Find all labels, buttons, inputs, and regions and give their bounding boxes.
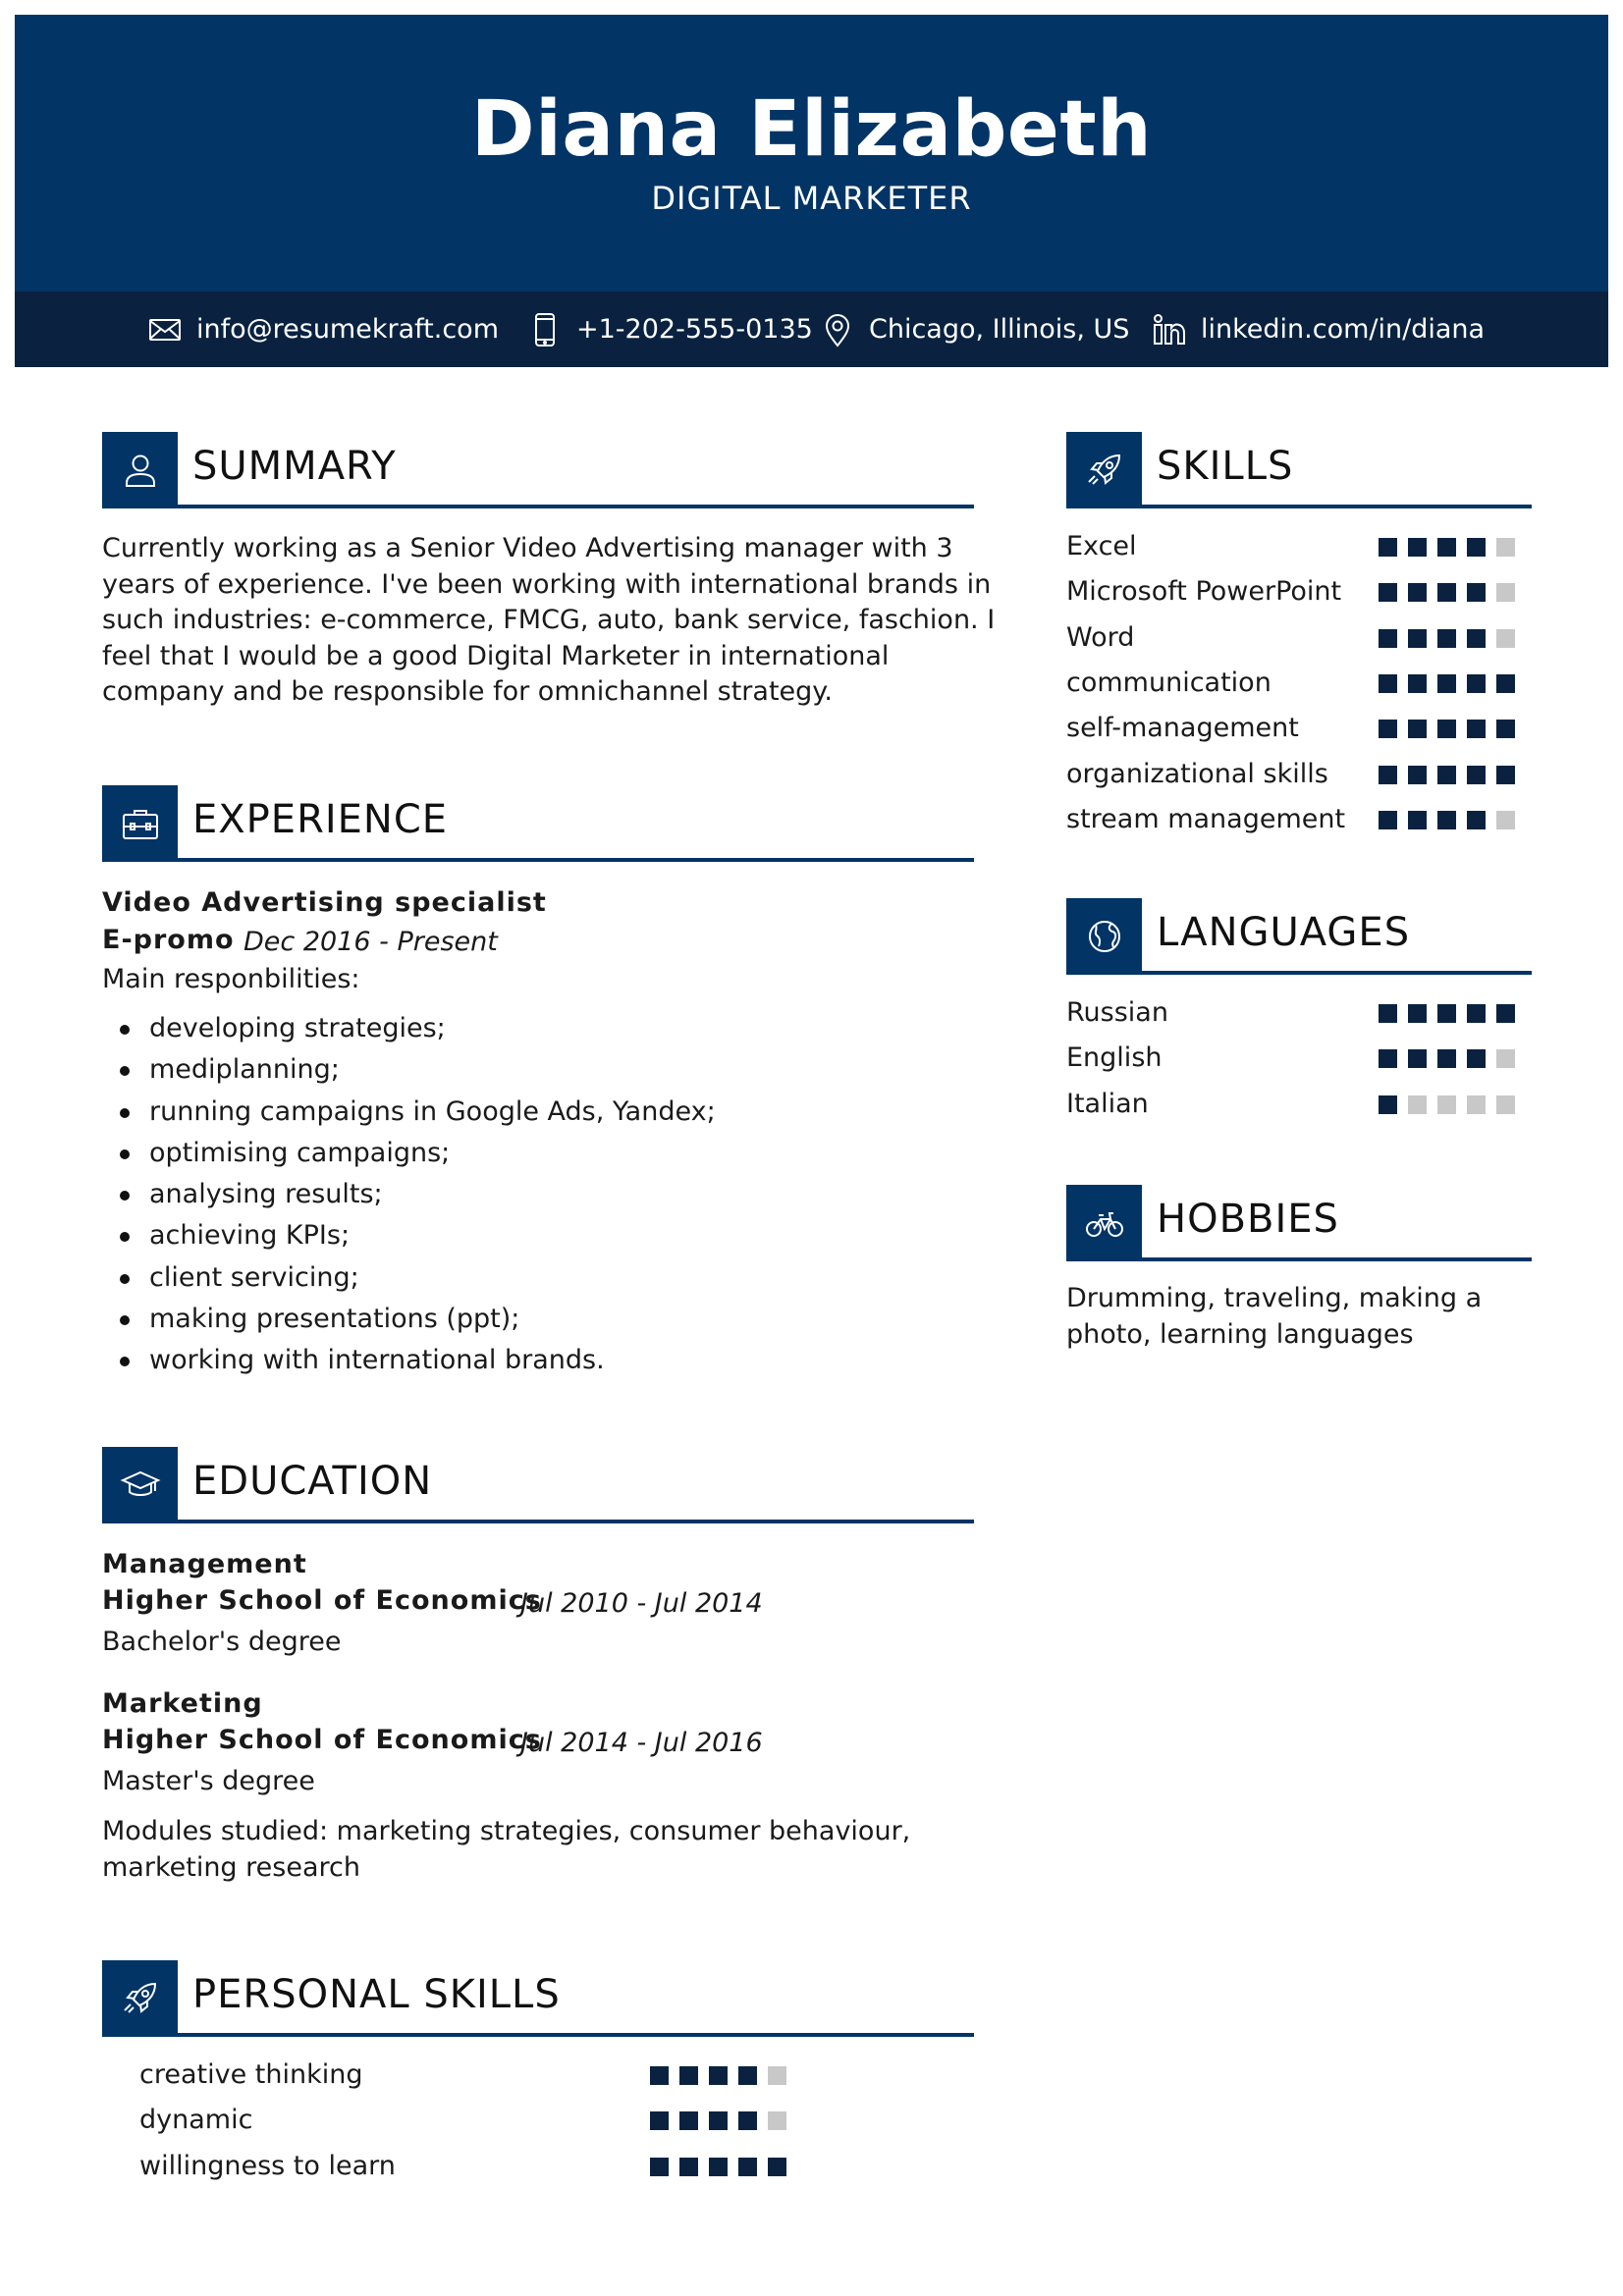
contact-email[interactable] (147, 292, 499, 367)
rating-dots (1379, 720, 1515, 738)
rating-dots (1379, 1049, 1515, 1068)
list-item: analysing results; (149, 1177, 716, 1218)
rating-dot-filled (1496, 720, 1515, 738)
rating-dot-filled (1467, 538, 1486, 557)
rating-row (1066, 529, 1532, 574)
contact-phone[interactable] (527, 292, 813, 367)
education-school: Higher School of Economics (102, 1725, 542, 1755)
education-degree: Bachelor's degree (102, 1627, 342, 1657)
education-school: Higher School of Economics (102, 1585, 542, 1616)
list-item: mediplanning; (149, 1052, 716, 1094)
education-dates: Jul 2014 - Jul 2016 (520, 1728, 763, 1758)
rating-dots (650, 2111, 786, 2130)
map-pin-icon (820, 312, 855, 347)
rating-dot-filled (1408, 720, 1427, 738)
rating-dot-empty (1496, 629, 1515, 648)
rating-dot-filled (1467, 811, 1486, 829)
rating-dot-filled (1408, 1004, 1427, 1023)
rating-dot-empty (1496, 811, 1515, 829)
rating-dot-filled (738, 2158, 757, 2176)
rating-dot-empty (1437, 1095, 1456, 1114)
languages-rule (1066, 971, 1532, 975)
education-heading: EDUCATION (192, 1459, 433, 1504)
rating-dot-filled (1408, 811, 1427, 829)
rating-row (1066, 711, 1532, 756)
rating-dot-filled (679, 2158, 698, 2176)
summary-line: feel that I would be a good Digital Marketer in international (102, 640, 890, 671)
rating-dot-filled (1379, 583, 1397, 602)
experience-heading: EXPERIENCE (192, 797, 449, 842)
list-item: client servicing; (149, 1260, 716, 1302)
personal-skills-rule (102, 2033, 974, 2037)
summary-icon-box (102, 432, 178, 507)
rating-dots (1379, 538, 1515, 557)
summary-line: company and be responsible for omnichannel strategy. (102, 676, 834, 707)
experience-intro: Main responbilities: (102, 964, 360, 994)
rating-dot-filled (1408, 629, 1427, 648)
rating-dot-filled (1379, 629, 1397, 648)
rating-dot-filled (1496, 674, 1515, 693)
skills-heading: SKILLS (1157, 444, 1294, 489)
rating-dot-filled (650, 2066, 669, 2085)
hobbies-line: photo, learning languages (1066, 1318, 1414, 1350)
list-item: achieving KPIs; (149, 1218, 716, 1259)
rocket-icon (1084, 450, 1125, 491)
globe-icon (1084, 916, 1125, 957)
education-section-header (102, 1447, 974, 1523)
candidate-name: Diana Elizabeth (470, 85, 1153, 174)
education-rule (102, 1520, 974, 1523)
rating-dot-filled (1467, 1004, 1486, 1023)
rating-dots (1379, 629, 1515, 648)
contact-email-text: info@resumekraft.com (196, 314, 499, 345)
rating-dot-filled (1437, 583, 1456, 602)
hobbies-heading: HOBBIES (1157, 1197, 1339, 1242)
summary-heading: SUMMARY (192, 444, 397, 489)
phone-icon (527, 312, 563, 347)
rating-dot-filled (768, 2158, 786, 2176)
rating-row (1066, 757, 1532, 802)
rating-dot-filled (1379, 720, 1397, 738)
rating-dots (1379, 583, 1515, 602)
rating-dot-filled (1437, 1004, 1456, 1023)
education-field: Marketing (102, 1688, 263, 1719)
rating-dot-filled (1408, 766, 1427, 784)
rating-row (1066, 1087, 1532, 1132)
rating-dot-filled (1437, 720, 1456, 738)
rating-dots (1379, 1095, 1515, 1114)
rating-dot-filled (1408, 674, 1427, 693)
rating-dots (1379, 766, 1515, 784)
rating-label: communication (1066, 667, 1271, 698)
rating-dots (1379, 811, 1515, 829)
rating-dot-filled (1467, 720, 1486, 738)
rating-label: dynamic (139, 2105, 253, 2136)
rating-dot-filled (1437, 1049, 1456, 1068)
rating-dot-filled (1496, 1004, 1515, 1023)
summary-section-header (102, 432, 974, 508)
rating-dot-filled (1467, 629, 1486, 648)
rating-dots (1379, 674, 1515, 693)
experience-rule (102, 858, 974, 862)
rating-dot-filled (1379, 674, 1397, 693)
rating-dot-filled (1437, 629, 1456, 648)
languages-heading: LANGUAGES (1157, 910, 1411, 955)
bicycle-icon (1084, 1202, 1125, 1244)
rating-dot-filled (650, 2111, 669, 2130)
rating-dot-filled (1408, 1049, 1427, 1068)
summary-line: such industries: e-commerce, FMCG, auto, bank service, faschion. I (102, 605, 996, 635)
rating-dot-empty (1408, 1095, 1427, 1114)
rating-dots (1379, 1004, 1515, 1023)
rating-dot-filled (679, 2066, 698, 2085)
rating-dot-filled (1437, 538, 1456, 557)
list-item: developing strategies; (149, 1011, 716, 1052)
list-item: making presentations (ppt); (149, 1302, 716, 1343)
list-item: working with international brands. (149, 1343, 716, 1384)
summary-line: years of experience. I've been working with international brands in (102, 568, 992, 600)
rating-dot-filled (1437, 674, 1456, 693)
briefcase-icon (120, 803, 161, 844)
experience-company: E-promo (102, 925, 235, 955)
candidate-title: DIGITAL MARKETER (651, 180, 972, 217)
hobbies-line: Drumming, traveling, making a (1066, 1283, 1483, 1313)
rating-dots (650, 2066, 786, 2085)
rating-row (139, 2103, 827, 2148)
rating-label: creative thinking (139, 2059, 363, 2090)
list-item: running campaigns in Google Ads, Yandex; (149, 1095, 716, 1136)
rating-row (1066, 620, 1532, 666)
rating-dot-empty (768, 2111, 786, 2130)
rating-row (1066, 666, 1532, 711)
education-field: Management (102, 1549, 307, 1579)
rating-dot-empty (768, 2066, 786, 2085)
rating-dot-empty (1496, 1095, 1515, 1114)
rating-label: Russian (1066, 997, 1168, 1028)
rating-row (1066, 1041, 1532, 1086)
rating-dot-filled (738, 2111, 757, 2130)
rocket-icon (120, 1978, 161, 2019)
rating-row (139, 2149, 827, 2194)
rating-dot-filled (709, 2066, 728, 2085)
hobbies-section-header (1066, 1185, 1532, 1261)
rating-label: Italian (1066, 1088, 1149, 1119)
personal-skills-icon-box (102, 1960, 178, 2036)
rating-label: Excel (1066, 531, 1137, 561)
rating-dots (650, 2158, 786, 2176)
rating-dot-filled (709, 2158, 728, 2176)
skills-rule (1066, 505, 1532, 508)
languages-icon-box (1066, 898, 1142, 974)
rating-row (1066, 995, 1532, 1041)
rating-label: organizational skills (1066, 758, 1328, 789)
rating-dot-filled (1467, 583, 1486, 602)
rating-dot-filled (1467, 766, 1486, 784)
rating-dot-filled (1379, 811, 1397, 829)
experience-role: Video Advertising specialist (102, 887, 547, 918)
rating-row (1066, 802, 1532, 847)
skills-icon-box (1066, 432, 1142, 507)
rating-dot-filled (679, 2111, 698, 2130)
rating-dot-filled (1437, 766, 1456, 784)
contact-bar (15, 292, 1608, 367)
summary-rule (102, 505, 974, 508)
rating-dot-filled (1408, 538, 1427, 557)
education-note-line: marketing research (102, 1851, 360, 1883)
resume-header (15, 15, 1608, 292)
rating-label: willingness to learn (139, 2150, 396, 2181)
contact-linkedin-text: linkedin.com/in/diana (1201, 314, 1486, 345)
summary-line: Currently working as a Senior Video Advertising manager with 3 (102, 533, 953, 563)
rating-label: self-management (1066, 713, 1299, 744)
education-dates: Jul 2010 - Jul 2014 (520, 1588, 763, 1619)
contact-location (820, 292, 1129, 367)
education-icon-box (102, 1447, 178, 1522)
list-item: optimising campaigns; (149, 1136, 716, 1177)
hobbies-text (1066, 1281, 1482, 1353)
rating-dot-empty (1467, 1095, 1486, 1114)
rating-dot-filled (1379, 1049, 1397, 1068)
education-note-line: Modules studied: marketing strategies, consumer behaviour, (102, 1816, 911, 1846)
graduation-cap-icon (120, 1465, 161, 1506)
rating-dot-filled (1408, 583, 1427, 602)
summary-text (102, 531, 995, 711)
rating-dot-filled (1379, 538, 1397, 557)
rating-dot-filled (1467, 674, 1486, 693)
rating-dot-filled (1379, 766, 1397, 784)
rating-label: Word (1066, 621, 1135, 653)
hobbies-rule (1066, 1257, 1532, 1261)
personal-skills-section-header (102, 1960, 974, 2037)
rating-row (139, 2057, 827, 2103)
contact-phone-text: +1-202-555-0135 (576, 314, 813, 345)
rating-dot-filled (1467, 1049, 1486, 1068)
rating-dot-filled (1496, 766, 1515, 784)
education-degree: Master's degree (102, 1766, 315, 1796)
hobbies-icon-box (1066, 1185, 1142, 1260)
contact-location-text: Chicago, Illinois, US (869, 314, 1130, 345)
rating-dot-empty (1496, 1049, 1515, 1068)
rating-dot-filled (1379, 1004, 1397, 1023)
rating-dot-filled (1379, 1095, 1397, 1114)
rating-label: English (1066, 1042, 1163, 1074)
rating-dot-filled (738, 2066, 757, 2085)
rating-dot-filled (650, 2158, 669, 2176)
rating-label: stream management (1066, 803, 1346, 834)
user-icon (120, 450, 161, 491)
rating-dot-filled (709, 2111, 728, 2130)
rating-dot-filled (1437, 811, 1456, 829)
linkedin-icon (1152, 312, 1187, 347)
contact-linkedin[interactable] (1152, 292, 1485, 367)
experience-dates: Dec 2016 - Present (243, 927, 498, 957)
envelope-icon (147, 312, 183, 347)
languages-section-header (1066, 898, 1532, 975)
responsibilities-list (149, 1011, 716, 1385)
rating-row (1066, 574, 1532, 619)
personal-skills-heading: PERSONAL SKILLS (192, 1972, 561, 2017)
rating-label: Microsoft PowerPoint (1066, 576, 1342, 608)
experience-icon-box (102, 785, 178, 861)
education-note (102, 1814, 910, 1886)
experience-section-header (102, 785, 974, 862)
rating-dot-empty (1496, 538, 1515, 557)
rating-dot-empty (1496, 583, 1515, 602)
skills-section-header (1066, 432, 1532, 508)
